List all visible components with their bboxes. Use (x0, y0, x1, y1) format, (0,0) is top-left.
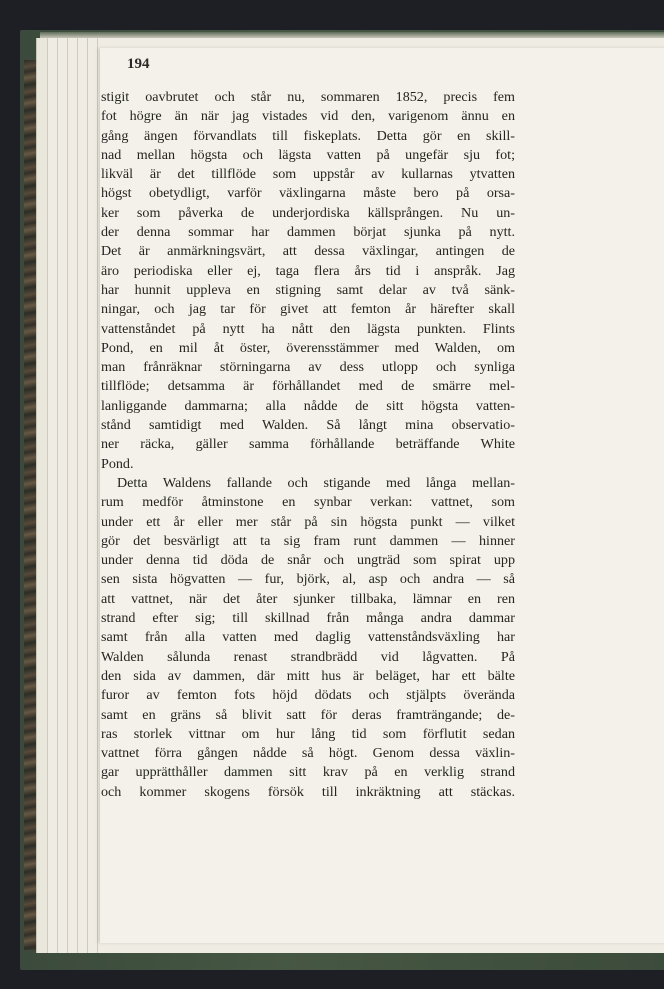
text-line: samt en gräns så blivit satt för deras framträngande; de- (101, 706, 515, 723)
text-line: den sida av dammen, där mitt hus är beläget, har ett bälte (101, 667, 515, 684)
text-line: likväl är det tillflöde som uppstår av kullarnas ytvatten (101, 166, 515, 183)
text-line: högst obetydligt, varför växlingarna måste bero på orsa- (101, 185, 515, 202)
text-line: Pond, en mil åt öster, överensstämmer med Walden, om (101, 339, 515, 356)
text-line: furor av femton fots höjd dödats och stjälpts överända (101, 687, 515, 704)
text-line: under denna tid döda de snår och ungträd som spirat upp (101, 552, 515, 569)
text-line: vattenståndet på nytt ha nått den lägsta punkten. Flints (101, 320, 515, 337)
text-line: gör det besvärligt att ta sig fram runt dammen — hinner (101, 532, 515, 549)
text-line: äro periodiska eller ej, taga flera års tid i anspråk. Jag (101, 262, 515, 279)
text-line: nad mellan högsta och lägsta vatten på ungefär sju fot; (101, 146, 515, 163)
text-line: tillflöde; detsamma är förhållandet med de smärre mel- (101, 378, 515, 395)
text-line: har hunnit uppleva en stigning samt delar av två sänk- (101, 281, 515, 298)
body-text (101, 88, 515, 802)
text-line: gång ängen förvandlats till fiskeplats. Detta gör en skill- (101, 127, 515, 144)
text-line: samt från alla vatten med daglig vattenståndsväxling har (101, 629, 515, 646)
text-line: stigit oavbrutet och står nu, sommaren 1852, precis fem (101, 89, 515, 105)
text-line: vattnet förra gången nådde så högt. Genom dessa växlin- (101, 745, 515, 762)
text-line: lanliggande dammarna; alla nådde de sitt högsta vatten- (101, 397, 515, 414)
text-line: Detta Waldens fallande och stigande med långa mellan- (117, 474, 515, 491)
text-line: rum medför åtminstone en synbar verkan: vattnet, som (101, 494, 515, 511)
text-line: fot högre än när jag vistades vid den, varigenom ännu en (101, 108, 515, 125)
text-line: stånd samtidigt med Walden. Så långt mina observatio- (101, 417, 515, 434)
text-line: ker som påverka de underjordiska källsprången. Nu un- (101, 204, 515, 221)
text-line: man frånräknar störningarna av dess utlopp och synliga (101, 359, 515, 376)
text-line: sen sista högvatten — fur, björk, al, asp och andra — så (101, 571, 515, 588)
text-line: att vattnet, när det åter sjunker tillbaka, lämnar en ren (101, 590, 515, 607)
page-number: 194 (127, 56, 150, 72)
text-line: Pond. (101, 455, 134, 472)
text-line: Walden sålunda renast strandbrädd vid lågvatten. På (101, 648, 515, 665)
text-line: och kommer skogens försök till inkräktning att stäckas. (101, 783, 515, 800)
text-line: Det är anmärkningsvärt, att dessa växlingar, antingen de (101, 243, 515, 260)
text-line: der denna sommar har dammen börjat sjunka på nytt. (101, 224, 515, 241)
text-line: ner räcka, gäller samma förhållande beträffande White (101, 436, 515, 453)
text-line: ras storlek vittnar om hur lång tid som förflutit sedan (101, 725, 515, 742)
text-line: under ett år eller mer står på sin högsta punkt — vilket (101, 513, 515, 530)
text-line: ningar, och jag tar för givet att femton år härefter skall (101, 301, 515, 318)
text-line: gar upprätthåller dammen sitt krav på en verklig strand (101, 764, 515, 781)
text-line: strand efter sig; till skillnad från många andra dammar (101, 610, 515, 627)
